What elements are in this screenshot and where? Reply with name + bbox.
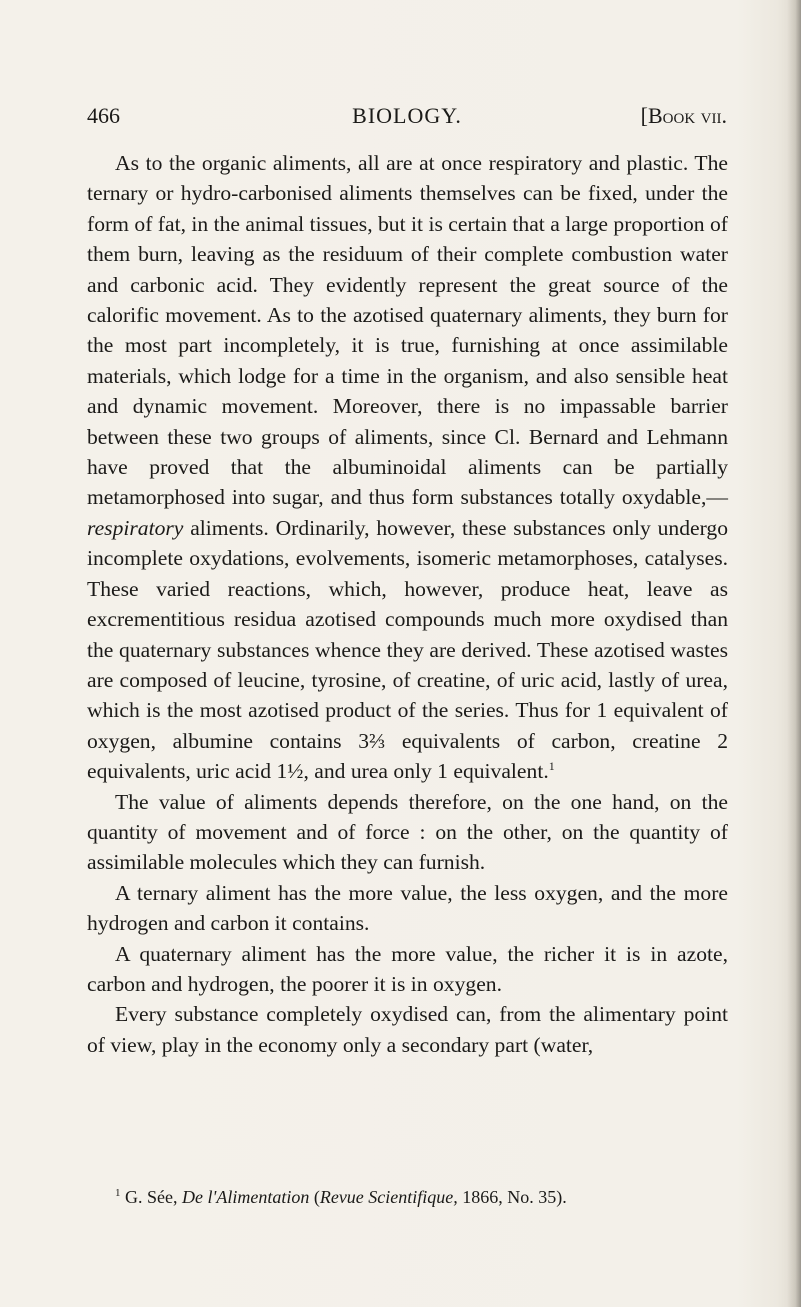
footnote-reference: 1 bbox=[548, 759, 555, 774]
emphasis-respiratory: respiratory bbox=[87, 515, 184, 540]
body-text bbox=[87, 148, 728, 1060]
footnote-journal: Revue Scientifique, bbox=[319, 1187, 458, 1207]
paragraph-5: Every substance completely oxydised can, from the alimentary point of view, play in the economy only a secondary part (water, bbox=[87, 1002, 728, 1057]
running-header bbox=[87, 103, 727, 133]
running-title: BIOLOGY. bbox=[352, 103, 462, 128]
paragraph-1-part-1: As to the organic aliments, all are at once respiratory and plastic. The ternary or hydro-carbonised aliments themselves can be fixed, under the form of fat, in the animal tissues, but it is certain that a large proportion of them burn, leaving as the residuum of their complete combustion water and carbonic acid. They evidently represent the great source of the calorific movement. As to the azotised quaternary aliments, they burn for the most part incompletely, it is true, furnishing at once assimilable materials, which lodge for a time in the organism, and also sensible heat and dynamic movement. Moreover, there is no impassable barrier between these two groups of aliments, since Cl. Bernard and Lehmann have proved that the albuminoidal aliments can be partially metamorphosed into sugar, and thus form substances totally oxydable,— bbox=[87, 151, 728, 510]
page-edge-shadow bbox=[787, 0, 801, 1307]
footnote-marker: 1 bbox=[115, 1187, 121, 1199]
footnote-paren: ( bbox=[309, 1187, 320, 1207]
book-reference: [Book vii. bbox=[640, 103, 727, 128]
footnote-author: G. Sée, bbox=[120, 1187, 182, 1207]
paragraph-3: A ternary aliment has the more value, the less oxygen, and the more hydrogen and carbon it contains. bbox=[87, 880, 728, 936]
footnote bbox=[87, 1185, 728, 1209]
footnote-title: De l'Alimentation bbox=[182, 1187, 310, 1207]
footnote-citation: 1866, No. 35). bbox=[457, 1187, 567, 1207]
paragraph-1-part-2: aliments. Ordinarily, however, these substances only undergo incomplete oxydations, evolvements, isomeric metamorphoses, catalyses. These varied reactions, which, however, produce heat, leave as excrementitious residua azotised compounds much more oxydised than the quaternary substances whence they are derived. These azotised wastes are composed of leucine, tyrosine, of creatine, of uric acid, lastly of urea, which is the most azotised product of the series. Thus for 1 equivalent of oxygen, albumine contains 3⅔ equivalents of carbon, creatine 2 equivalents, uric acid 1½, and urea only 1 equivalent. bbox=[87, 515, 728, 784]
paragraph-2: The value of aliments depends therefore, on the one hand, on the quantity of movement and of force : on the other, on the quantity of assimilable molecules which they can furnish. bbox=[87, 789, 728, 875]
paragraph-1 bbox=[87, 148, 728, 787]
paragraph-4: A quaternary aliment has the more value, the richer it is in azote, carbon and hydrogen, the poorer it is in oxygen. bbox=[87, 941, 728, 996]
page-number: 466 bbox=[87, 103, 120, 128]
